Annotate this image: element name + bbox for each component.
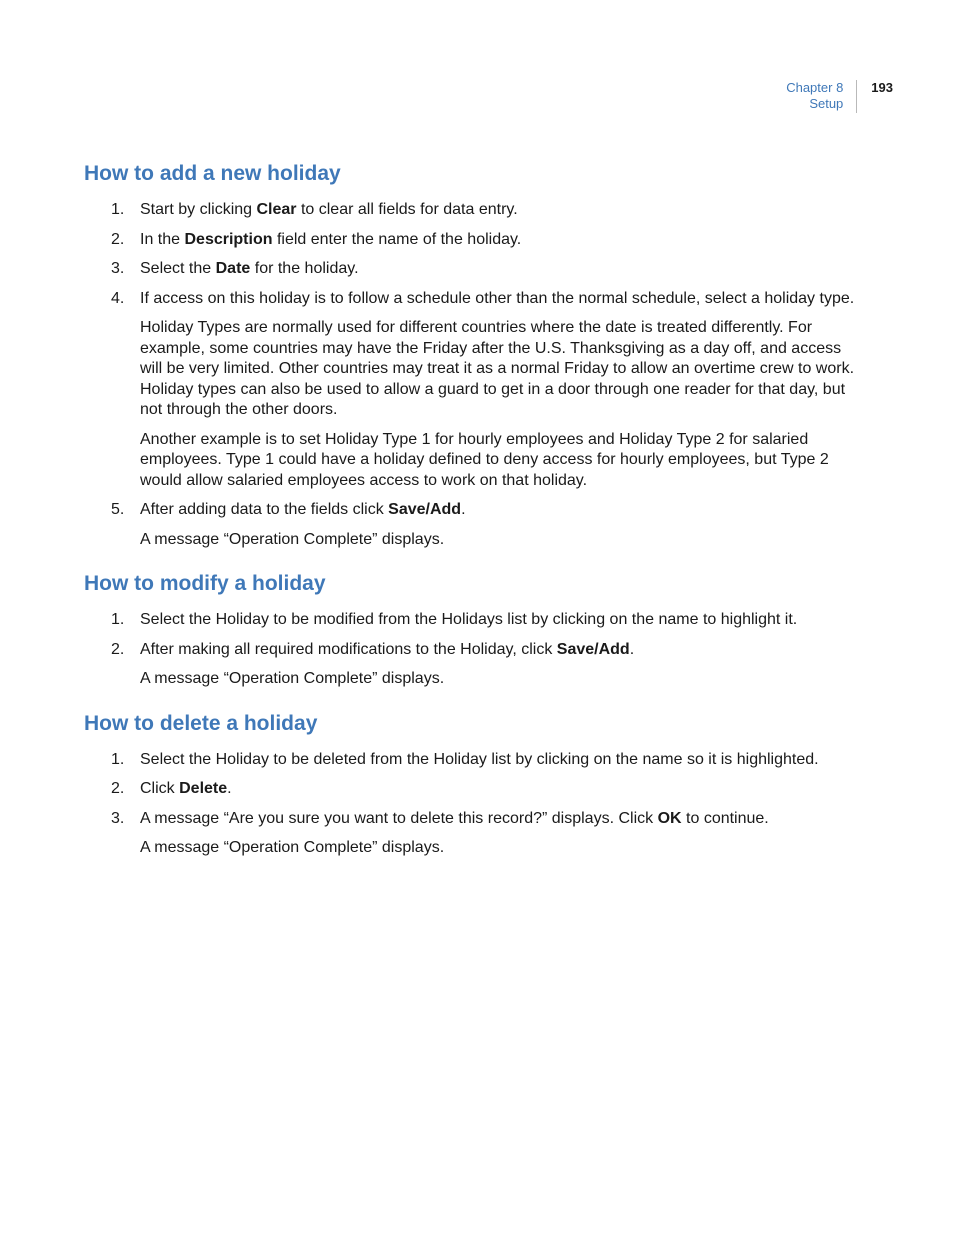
step-text: Select the Holiday to be modified from the Holidays list by clicking on the name to highlight it. <box>140 611 798 628</box>
paragraph: Another example is to set Holiday Type 1 for hourly employees and Holiday Type 2 for salaried employees. Type 1 could have a holiday defined to deny access for hourly employees, but Type 2 would allow salaried employees access to work on that holiday. <box>140 430 829 489</box>
steps-list <box>84 200 864 309</box>
step-number: 4. <box>111 289 125 307</box>
ui-term: OK <box>657 809 682 827</box>
page-header <box>786 80 893 113</box>
paragraph: Holiday Types are normally used for different countries where the date is treated differently. For example, some countries may have the Friday after the U.S. Thanksgiving as a day off, and access will be very limited. Other countries may treat it as a normal Friday to allow an overtime crew to work. Holiday types can also be used to allow a guard to get in a door through one reader for that day, but not through the other doors. <box>140 319 855 418</box>
step-number: 1. <box>111 611 125 628</box>
step-number: 1. <box>111 750 125 768</box>
step-number: 3. <box>111 809 125 827</box>
result-message: A message “Operation Complete” displays. <box>140 530 445 548</box>
step-text: . <box>227 780 232 797</box>
section-modify-holiday <box>84 570 864 690</box>
step-number: 3. <box>111 260 125 277</box>
steps-list <box>84 610 864 660</box>
list-item <box>84 289 864 310</box>
step-number: 2. <box>111 230 125 248</box>
step-text: to continue. <box>681 809 769 827</box>
list-item <box>84 200 864 221</box>
step-text: to clear all fields for data entry. <box>296 201 518 218</box>
step-number: 1. <box>111 201 125 218</box>
list-item <box>84 779 864 800</box>
step-text: In the <box>140 230 185 248</box>
list-item <box>84 610 864 631</box>
step-text: Select the <box>140 260 216 277</box>
ui-term: Date <box>215 260 251 277</box>
ui-term: Save/Add <box>388 501 462 518</box>
step-text: . <box>461 501 466 518</box>
section-heading: How to add a new holiday <box>84 162 341 185</box>
ui-term: Description <box>184 230 273 248</box>
list-item <box>84 809 864 830</box>
list-item <box>84 750 864 771</box>
step-text: Click <box>140 780 180 797</box>
section-add-holiday <box>84 160 864 550</box>
step-number: 5. <box>111 501 125 518</box>
steps-list <box>84 500 864 521</box>
section-label: Setup <box>809 96 844 111</box>
section-heading: How to modify a holiday <box>84 572 326 595</box>
result-message: A message “Operation Complete” displays. <box>140 670 445 687</box>
step-text: field enter the name of the holiday. <box>272 230 522 248</box>
step-text: After making all required modifications to the Holiday, click <box>140 640 557 658</box>
list-item <box>84 230 864 251</box>
step-text: for the holiday. <box>250 260 359 277</box>
ui-term: Delete <box>179 780 228 797</box>
section-delete-holiday <box>84 710 864 859</box>
step-text: Start by clicking <box>140 201 257 218</box>
step-text: If access on this holiday is to follow a schedule other than the normal schedule, select a holiday type. <box>140 289 855 307</box>
list-item <box>84 500 864 521</box>
page-content <box>84 160 864 868</box>
step-text: . <box>629 640 635 658</box>
chapter-label: Chapter 8 <box>786 80 844 95</box>
ui-term: Save/Add <box>556 640 630 658</box>
step-number: 2. <box>111 780 125 797</box>
step-text: After adding data to the fields click <box>140 501 389 518</box>
section-heading: How to delete a holiday <box>84 711 318 735</box>
result-message: A message “Operation Complete” displays. <box>140 839 445 856</box>
page-number: 193 <box>871 80 893 95</box>
step-number: 2. <box>111 640 125 658</box>
running-header <box>786 80 857 113</box>
step-text: Select the Holiday to be deleted from the Holiday list by clicking on the name so it is highlighted. <box>140 750 819 768</box>
list-item <box>84 259 864 280</box>
step-text: A message “Are you sure you want to delete this record?” displays. Click <box>140 809 658 827</box>
steps-list <box>84 750 864 830</box>
ui-term: Clear <box>256 201 297 218</box>
list-item <box>84 640 864 661</box>
